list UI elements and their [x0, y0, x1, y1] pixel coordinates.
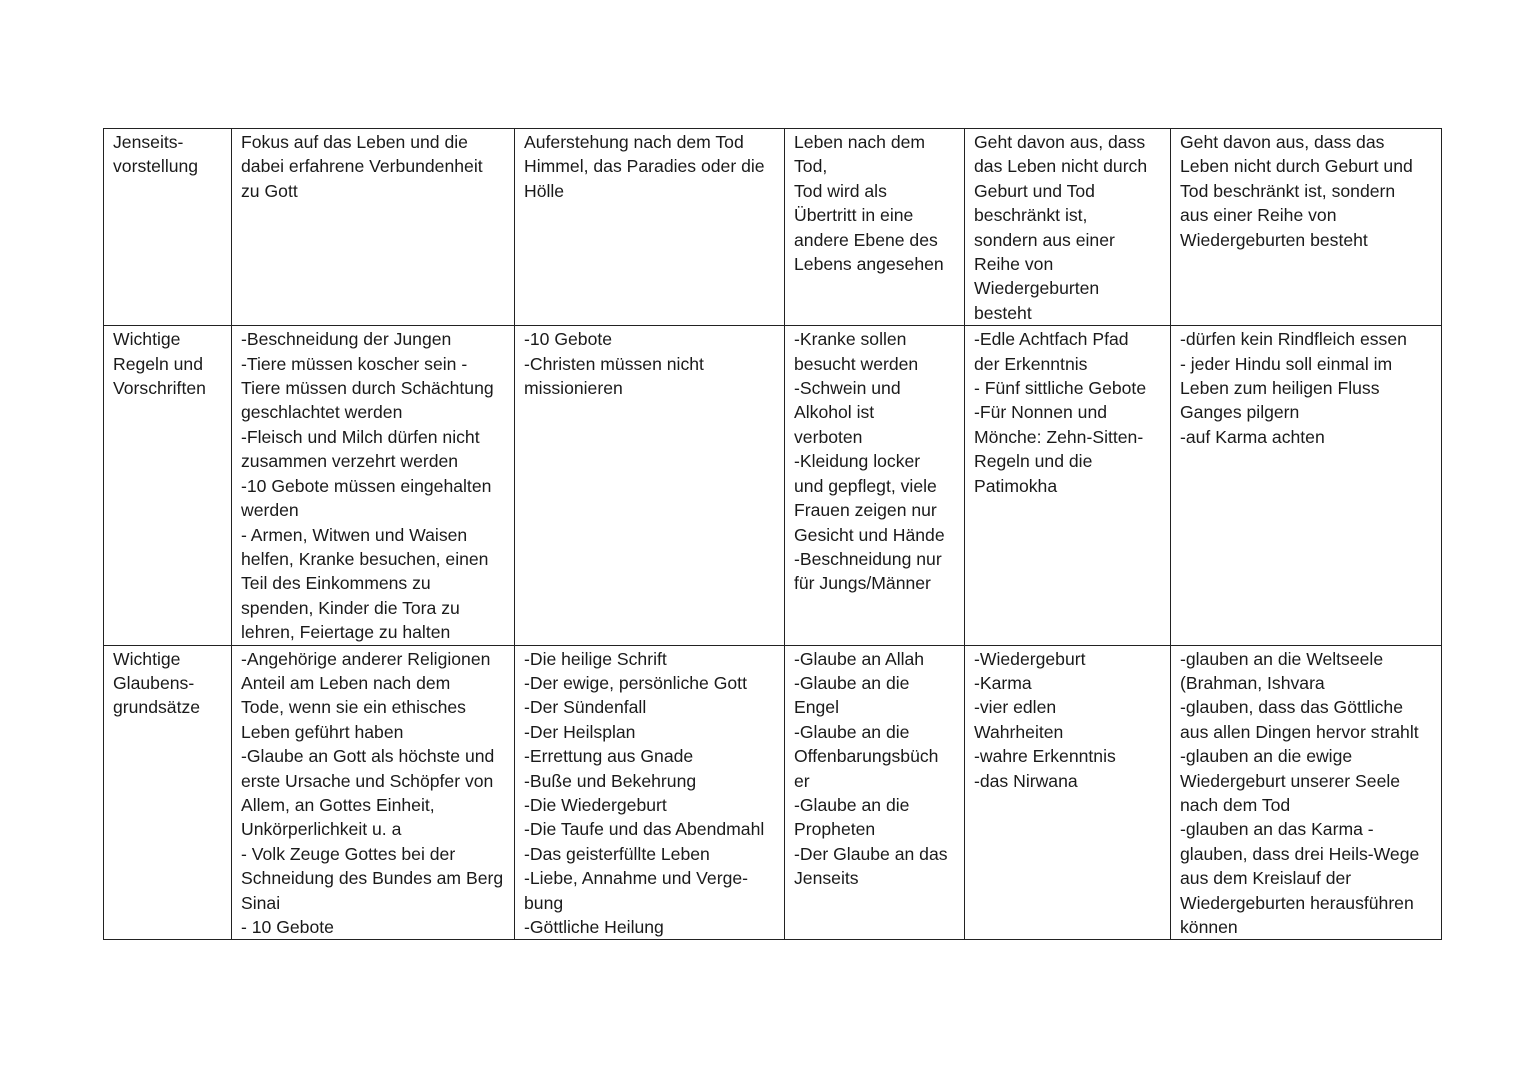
table-row-regeln-vorschriften: [104, 326, 1442, 645]
table-cell: -Edle Achtfach Pfad der Erkenntnis - Fünf sittliche Gebote -Für Nonnen und Mönche: Zehn-Sitten- Regeln und die Patimokha: [965, 326, 1171, 645]
table-cell: -Die heilige Schrift -Der ewige, persönliche Gott -Der Sündenfall -Der Heilsplan -Errettung aus Gnade -Buße und Bekehrung -Die Wiedergeburt -Die Taufe und das Abendmahl -Das geisterfüllte Leben -Liebe, Annahme und Verge- bung -Göttliche Heilung: [515, 645, 785, 940]
table-cell: -Kranke sollen besucht werden -Schwein und Alkohol ist verboten -Kleidung locker und gepflegt, viele Frauen zeigen nur Gesicht und Hände -Beschneidung nur für Jungs/Männer: [785, 326, 965, 645]
table-cell: -glauben an die Weltseele (Brahman, Ishvara -glauben, dass das Göttliche aus allen Dingen hervor strahlt -glauben an die ewige Wiedergeburt unserer Seele nach dem Tod -glauben an das Karma - glauben, dass drei Heils-Wege aus dem Kreislauf der Wiedergeburten herausführen können: [1171, 645, 1442, 940]
table-row-jenseitsvorstellung: [104, 129, 1442, 326]
table-cell: Geht davon aus, dass das Leben nicht durch Geburt und Tod beschränkt ist, sondern aus einer Reihe von Wiedergeburten besteht: [965, 129, 1171, 326]
table-cell: -Wiedergeburt -Karma -vier edlen Wahrheiten -wahre Erkenntnis -das Nirwana: [965, 645, 1171, 940]
table-cell: Geht davon aus, dass das Leben nicht durch Geburt und Tod beschränkt ist, sondern aus einer Reihe von Wiedergeburten besteht: [1171, 129, 1442, 326]
table-cell: -10 Gebote -Christen müssen nicht missionieren: [515, 326, 785, 645]
row-label-jenseitsvorstellung: Jenseits- vorstellung: [104, 129, 232, 326]
table-row-glaubensgrundsaetze: [104, 645, 1442, 940]
table-cell: -Angehörige anderer Religionen Anteil am Leben nach dem Tode, wenn sie ein ethisches Leben geführt haben -Glaube an Gott als höchste und erste Ursache und Schöpfer von Allem, an Gottes Einheit, Unkörperlichkeit u. a - Volk Zeuge Gottes bei der Schneidung des Bundes am Berg Sinai - 10 Gebote: [232, 645, 515, 940]
table-cell: Leben nach dem Tod, Tod wird als Übertritt in eine andere Ebene des Lebens angesehen: [785, 129, 965, 326]
table-cell: -dürfen kein Rindfleich essen - jeder Hindu soll einmal im Leben zum heiligen Fluss Ganges pilgern -auf Karma achten: [1171, 326, 1442, 645]
religion-comparison-table: [103, 128, 1442, 940]
table-cell: Auferstehung nach dem Tod Himmel, das Paradies oder die Hölle: [515, 129, 785, 326]
row-label-glaubensgrundsaetze: Wichtige Glaubens- grundsätze: [104, 645, 232, 940]
row-label-regeln-vorschriften: Wichtige Regeln und Vorschriften: [104, 326, 232, 645]
table-cell: Fokus auf das Leben und die dabei erfahrene Verbundenheit zu Gott: [232, 129, 515, 326]
table-cell: -Glaube an Allah -Glaube an die Engel -Glaube an die Offenbarungsbüch er -Glaube an die Propheten -Der Glaube an das Jenseits: [785, 645, 965, 940]
table-cell: -Beschneidung der Jungen -Tiere müssen koscher sein - Tiere müssen durch Schächtung geschlachtet werden -Fleisch und Milch dürfen nicht zusammen verzehrt werden -10 Gebote müssen eingehalten werden - Armen, Witwen und Waisen helfen, Kranke besuchen, einen Teil des Einkommens zu spenden, Kinder die Tora zu lehren, Feiertage zu halten: [232, 326, 515, 645]
